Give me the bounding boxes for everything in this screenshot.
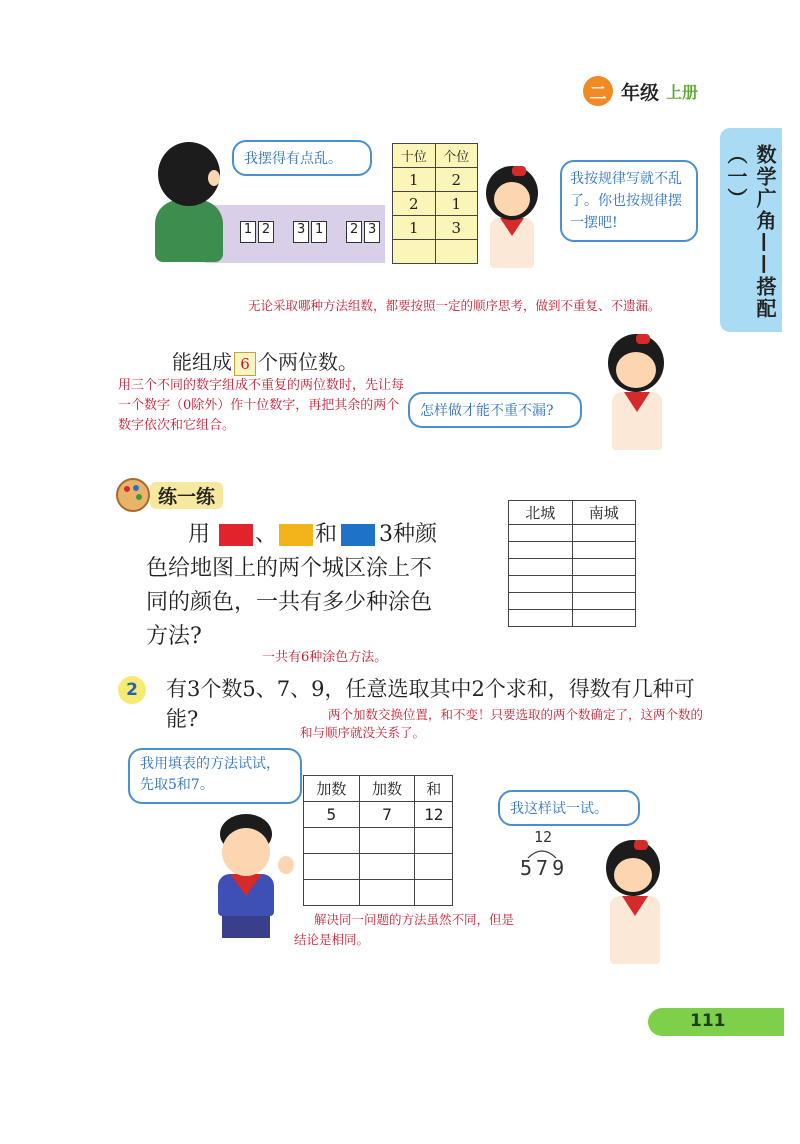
cell [359,854,415,880]
cell [572,610,636,627]
kid-left-body [155,200,223,262]
tens-ones-table [392,143,478,264]
kid-left-ear [208,170,220,186]
header-ones: 个位 [435,144,478,168]
problem-2-text: 有3个数5、7、9，任意选取其中2个求和，得数有几种可能? [166,677,695,731]
answer-line [172,346,358,376]
cell: 7 [359,802,415,828]
problem-2-note: 两个加数交换位置，和不变！只要选取的两个数确定了，这两个数的和与顺序就没关系了。 [300,707,704,740]
cell: 5 [304,802,360,828]
answer-suffix: 个两位数。 [258,350,358,374]
girl-1-scarf [500,218,524,236]
girl-2-scarf [624,392,650,412]
cell [509,576,573,593]
cell [572,525,636,542]
palette-icon [116,478,150,512]
grade-number: 二 [589,84,607,104]
header-addend-1: 加数 [304,776,360,802]
header-sum: 和 [415,776,453,802]
cell [415,880,453,906]
cell [435,240,478,264]
card-5: 2 [346,221,362,243]
answer-prefix: 能组成 [172,350,232,374]
diagram-numbers [520,856,568,880]
card-2: 2 [258,221,274,243]
problem-2-number: 2 [126,680,138,700]
swatch-red [219,524,253,546]
girl-3-bow [634,840,648,850]
chapter-side-tab [720,128,782,332]
boy-illustration [200,812,296,940]
card-3: 3 [293,221,309,243]
answer-box: 6 [234,352,256,376]
card-1: 1 [240,221,256,243]
bubble-follow-rule-text: 我按规律写就不乱了。你也按规律摆一摆吧! [570,171,682,231]
cell [359,828,415,854]
volume-label: 上册 [666,83,699,102]
bubble-follow-rule [560,160,698,242]
cell [572,542,636,559]
cell [509,593,573,610]
cell [509,559,573,576]
practice-text-3: 和 [315,522,338,547]
cell: 12 [415,802,453,828]
bubble-messy [232,140,372,176]
bubble-how-to-text: 怎样做才能不重不漏? [420,403,554,419]
cell: 1 [393,168,436,192]
page-number: 111 [690,1011,726,1031]
girl-illustration-1 [478,160,548,272]
diagram-number-5: 5 [520,856,537,880]
grade-label: 年级 [621,82,660,104]
cell [509,610,573,627]
boy-face [222,828,270,876]
cell: 1 [435,192,478,216]
practice-text-2: 、 [255,522,278,547]
girl-2-bow [636,334,650,344]
card-6: 3 [364,221,380,243]
header-south: 南城 [572,501,636,525]
girl-3-face [614,858,652,892]
note-order-thinking: 无论采取哪种方法组数，都要按照一定的顺序思考，做到不重复、不遗漏。 [248,298,661,313]
tip-no-repeat: 用三个不同的数字组成不重复的两位数时，先让每一个数字（0除外）作十位数字，再把其余的两个数字依次和它组合。 [118,378,405,433]
bubble-fill-table-text: 我用填表的方法试试，先取5和7。 [140,756,280,793]
header-north: 北城 [509,501,573,525]
cell [304,880,360,906]
header-addend-2: 加数 [359,776,415,802]
bubble-how-to [408,392,582,428]
cell [572,576,636,593]
practice-text-1: 用 [188,522,211,547]
card-4: 1 [311,221,327,243]
number-cards [240,218,380,243]
cell [415,828,453,854]
cell: 1 [393,216,436,240]
kid-left-illustration [150,140,240,270]
diagram-number-9: 9 [552,856,569,880]
girl-2-face [616,352,656,388]
chapter-title: 数学广角——搭配（一） [724,144,777,320]
cell: 2 [393,192,436,216]
cell [359,880,415,906]
cell [304,854,360,880]
cell [415,854,453,880]
practice-answer: 一共有6种涂色方法。 [262,650,388,665]
boy-hand [278,856,294,874]
cell [509,542,573,559]
diagram-sum: 12 [534,828,553,846]
bubble-try [498,790,640,826]
cell [393,240,436,264]
problem-2-badge [118,676,146,704]
cell: 3 [435,216,478,240]
practice-text-4: 3种颜色给地图上的两个城区涂上不同的颜色，一共有多少种涂色方法? [146,522,438,649]
practice-text [146,518,442,654]
addend-table [303,775,453,906]
practice-title: 练一练 [150,482,223,509]
girl-illustration-3 [600,836,670,968]
cell [572,593,636,610]
header-tens: 十位 [393,144,436,168]
girl-3-scarf [622,896,648,916]
note-same-conclusion: 解决同一问题的方法虽然不同，但是结论是相同。 [294,912,515,947]
cell [304,828,360,854]
swatch-yellow [279,524,313,546]
girl-1-bow [512,166,526,176]
sum-diagram [516,828,596,882]
bubble-messy-text: 我摆得有点乱。 [244,151,342,167]
cell [572,559,636,576]
boy-scarf [230,874,262,896]
girl-1-face [494,182,530,216]
swatch-blue [341,524,375,546]
city-color-table [508,500,636,627]
bubble-fill-table [128,748,302,804]
girl-illustration-2 [598,330,678,454]
cell [509,525,573,542]
cell: 2 [435,168,478,192]
diagram-number-7: 7 [536,856,553,880]
bubble-try-text: 我这样试一试。 [510,801,608,817]
